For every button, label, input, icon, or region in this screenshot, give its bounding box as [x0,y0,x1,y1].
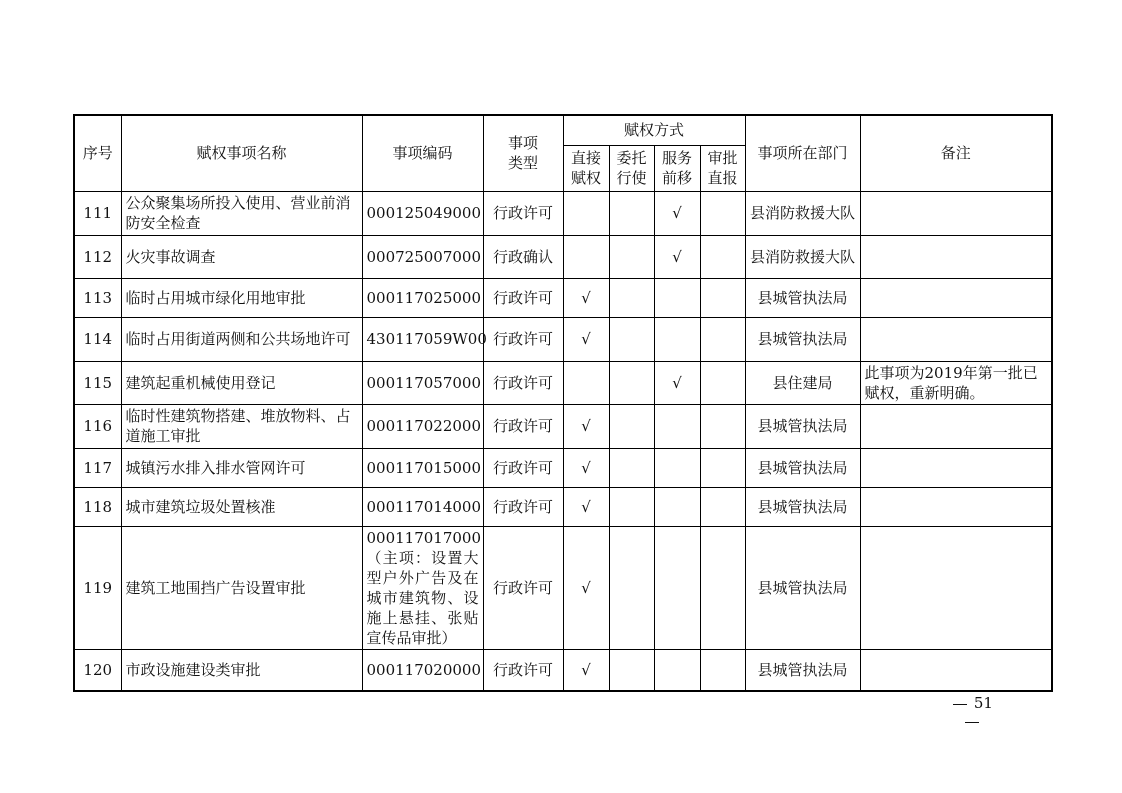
header-row-1 [74,115,1052,145]
row-mode-service: √ [654,235,700,278]
mode-report-line1: 审批 [707,149,738,167]
page-number-value: 51 [973,694,993,712]
page-dash-right [965,722,979,723]
row-mode-entrust [609,404,654,448]
row-dept: 县消防救援大队 [745,235,860,278]
row-mode-report [700,526,745,649]
row-dept: 县城管执法局 [745,487,860,526]
row-mode-entrust [609,235,654,278]
row-type: 行政许可 [483,526,563,649]
row-note: 此事项为2019年第一批已赋权，重新明确。 [860,361,1052,404]
row-name: 城市建筑垃圾处置核准 [121,487,362,526]
table-row [74,649,1052,691]
page-dash-left [953,704,967,705]
row-dept: 县消防救援大队 [745,191,860,235]
row-dept: 县城管执法局 [745,317,860,361]
row-mode-report [700,317,745,361]
row-note [860,191,1052,235]
mode-report-line2: 直报 [707,169,738,187]
header-note: 备注 [860,115,1052,191]
row-mode-entrust [609,448,654,487]
row-seq: 111 [74,191,121,235]
row-type: 行政许可 [483,404,563,448]
table-row [74,361,1052,404]
row-type: 行政确认 [483,235,563,278]
row-dept: 县城管执法局 [745,649,860,691]
table-row [74,526,1052,649]
row-seq: 119 [74,526,121,649]
header-code: 事项编码 [362,115,483,191]
page-number [940,694,1004,730]
row-note [860,448,1052,487]
header-dept: 事项所在部门 [745,115,860,191]
row-type: 行政许可 [483,278,563,317]
row-mode-direct: √ [563,526,609,649]
row-note [860,487,1052,526]
header-mode-entrust [609,145,654,191]
header-mode-service [654,145,700,191]
row-mode-entrust [609,361,654,404]
row-name: 建筑起重机械使用登记 [121,361,362,404]
row-mode-service [654,649,700,691]
row-note [860,235,1052,278]
row-note [860,317,1052,361]
mode-service-line2: 前移 [661,169,692,187]
row-mode-service [654,448,700,487]
header-type [483,115,563,191]
row-name: 火灾事故调查 [121,235,362,278]
table-row [74,278,1052,317]
table-row [74,404,1052,448]
row-code: 000117025000 [362,278,483,317]
row-mode-entrust [609,317,654,361]
row-seq: 113 [74,278,121,317]
row-mode-service: √ [654,191,700,235]
header-mode: 赋权方式 [563,115,745,145]
row-mode-service [654,278,700,317]
table-row [74,191,1052,235]
row-mode-entrust [609,487,654,526]
mode-entrust-line1: 委托 [616,149,647,167]
row-type: 行政许可 [483,361,563,404]
header-type-line2: 类型 [507,154,538,173]
mode-service-line1: 服务 [661,149,692,167]
row-type: 行政许可 [483,649,563,691]
row-code: 000117017000（主项：设置大型户外广告及在城市建筑物、设施上悬挂、张贴宣传品审批） [362,526,483,649]
row-mode-direct: √ [563,448,609,487]
row-mode-service [654,487,700,526]
table-row [74,487,1052,526]
row-mode-service [654,404,700,448]
row-mode-direct: √ [563,649,609,691]
row-name: 临时占用城市绿化用地审批 [121,278,362,317]
row-code: 000725007000 [362,235,483,278]
row-code: 000117022000 [362,404,483,448]
row-mode-service [654,526,700,649]
header-type-line1: 事项 [507,134,538,153]
row-mode-direct [563,191,609,235]
row-type: 行政许可 [483,317,563,361]
row-name: 建筑工地围挡广告设置审批 [121,526,362,649]
row-code: 000117015000 [362,448,483,487]
row-mode-entrust [609,278,654,317]
header-seq: 序号 [74,115,121,191]
header-name: 赋权事项名称 [121,115,362,191]
header-mode-direct [563,145,609,191]
row-note [860,526,1052,649]
row-code: 000117020000 [362,649,483,691]
row-name: 临时性建筑物搭建、堆放物料、占道施工审批 [121,404,362,448]
row-mode-entrust [609,649,654,691]
row-seq: 116 [74,404,121,448]
row-seq: 115 [74,361,121,404]
row-mode-report [700,649,745,691]
row-code: 000117014000 [362,487,483,526]
row-name: 临时占用街道两侧和公共场地许可 [121,317,362,361]
row-mode-entrust [609,526,654,649]
row-note [860,278,1052,317]
row-mode-direct [563,361,609,404]
row-code: 000117057000 [362,361,483,404]
mode-direct-line2: 赋权 [570,169,601,187]
row-name: 公众聚集场所投入使用、营业前消防安全检查 [121,191,362,235]
row-type: 行政许可 [483,487,563,526]
row-code: 000125049000 [362,191,483,235]
row-mode-direct: √ [563,278,609,317]
row-mode-service: √ [654,361,700,404]
row-mode-direct [563,235,609,278]
row-seq: 120 [74,649,121,691]
row-mode-direct: √ [563,317,609,361]
table-row [74,235,1052,278]
mode-direct-line1: 直接 [570,149,601,167]
row-seq: 118 [74,487,121,526]
row-seq: 117 [74,448,121,487]
row-dept: 县城管执法局 [745,404,860,448]
row-type: 行政许可 [483,448,563,487]
row-mode-entrust [609,191,654,235]
row-mode-service [654,317,700,361]
authorization-table [73,114,1053,692]
row-mode-report [700,361,745,404]
row-mode-report [700,278,745,317]
row-mode-report [700,487,745,526]
row-seq: 112 [74,235,121,278]
row-mode-report [700,191,745,235]
table-row [74,448,1052,487]
row-name: 市政设施建设类审批 [121,649,362,691]
row-type: 行政许可 [483,191,563,235]
row-dept: 县城管执法局 [745,278,860,317]
row-name: 城镇污水排入排水管网许可 [121,448,362,487]
row-mode-direct: √ [563,487,609,526]
row-note [860,404,1052,448]
row-dept: 县城管执法局 [745,448,860,487]
row-mode-report [700,404,745,448]
header-mode-report [700,145,745,191]
row-code: 430117059W00 [362,317,483,361]
mode-entrust-line2: 行使 [616,169,647,187]
row-mode-report [700,235,745,278]
table-row [74,317,1052,361]
row-dept: 县住建局 [745,361,860,404]
row-mode-report [700,448,745,487]
row-dept: 县城管执法局 [745,526,860,649]
row-note [860,649,1052,691]
row-mode-direct: √ [563,404,609,448]
row-seq: 114 [74,317,121,361]
